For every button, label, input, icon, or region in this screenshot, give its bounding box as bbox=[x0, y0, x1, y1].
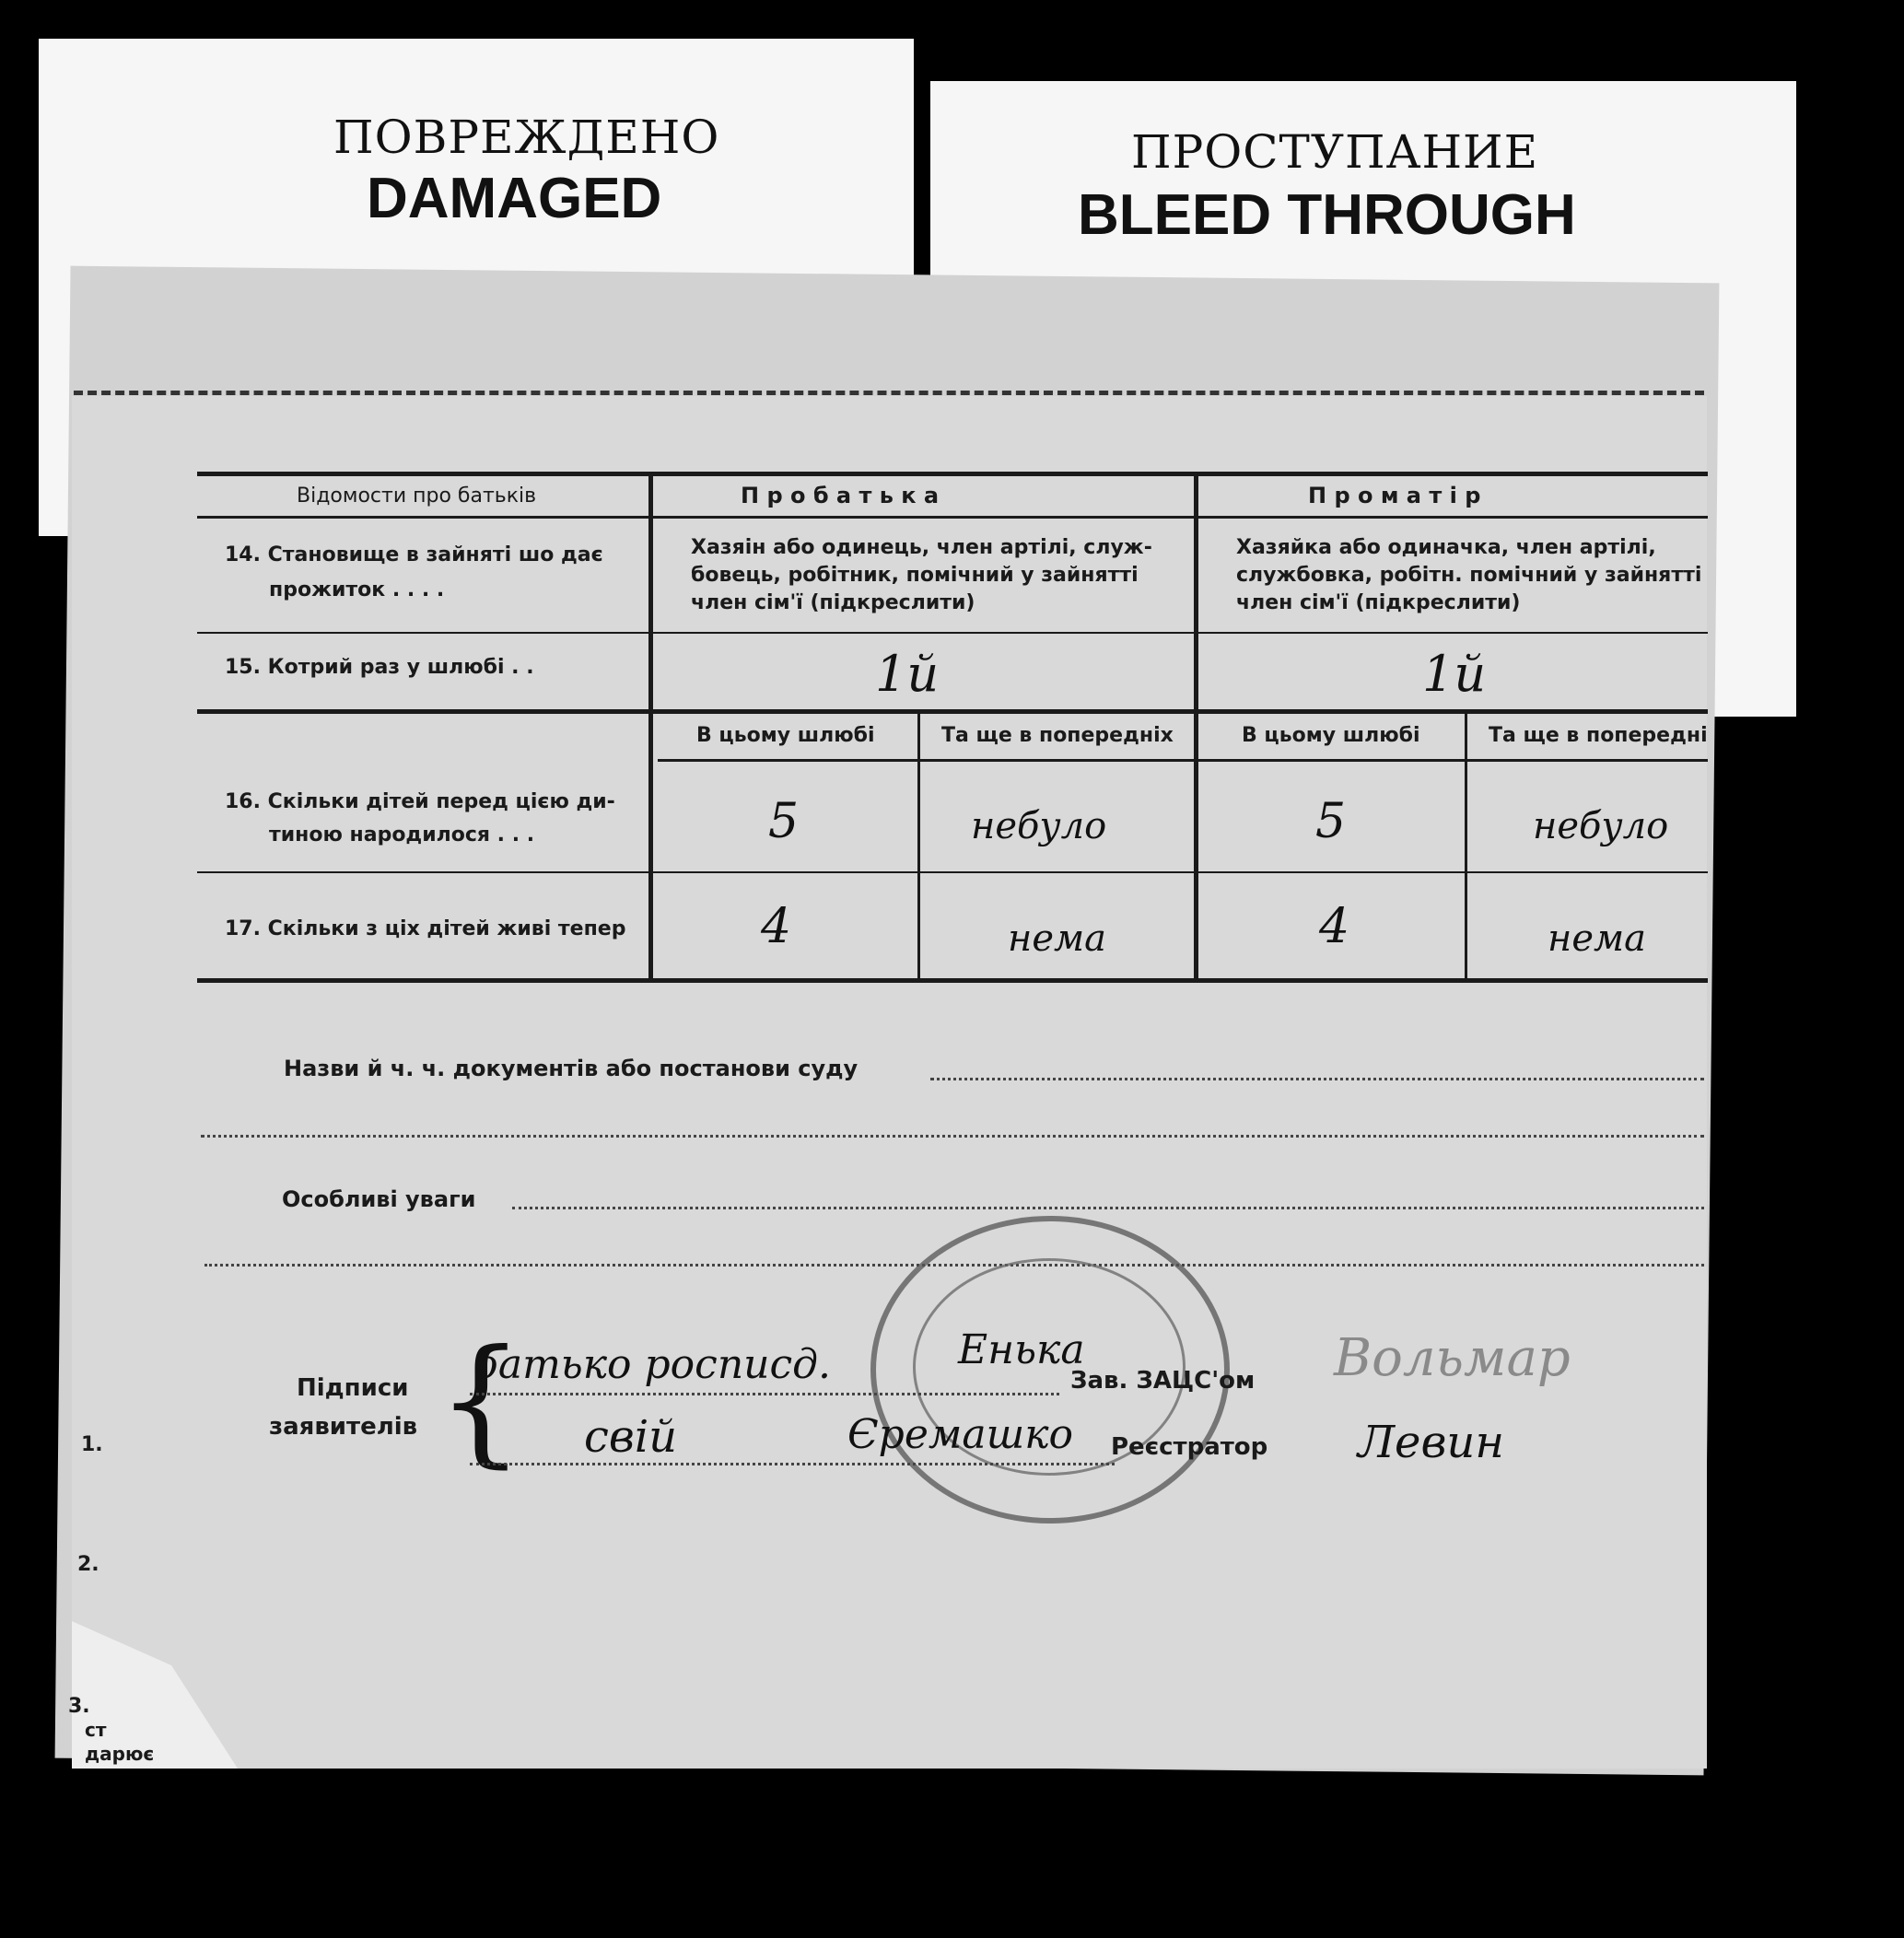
signatures-label-line1: Підписи bbox=[297, 1374, 409, 1402]
row17-mother-this: 4 bbox=[1319, 899, 1350, 954]
col-divider-father bbox=[917, 713, 920, 983]
remarks-label: Особливі уваги bbox=[282, 1186, 476, 1212]
perforation-line bbox=[74, 391, 1704, 395]
row16-father-previous: небуло bbox=[971, 805, 1107, 847]
col-divider-1 bbox=[648, 472, 653, 983]
header-rule bbox=[197, 516, 1708, 519]
signer-number-1: 1. bbox=[81, 1433, 103, 1456]
zags-head-label: Зав. ЗАЦС'ом bbox=[1070, 1367, 1256, 1395]
signatures-label-line2: заявителів bbox=[269, 1413, 418, 1441]
signature-father: Енька bbox=[958, 1326, 1085, 1373]
signature-line-1: батько росписд. bbox=[473, 1341, 832, 1388]
signature-mother: Єремашко bbox=[847, 1411, 1074, 1458]
signature-dotline-2 bbox=[470, 1463, 1115, 1465]
row16-mother-this: 5 bbox=[1315, 794, 1347, 849]
sub-this-marriage-mother: В цьому шлюбі bbox=[1242, 724, 1420, 747]
signer-number-3: 3. bbox=[68, 1695, 90, 1718]
row16-label-line2: тиною народилося . . . bbox=[269, 823, 535, 846]
fragment-text-2: дарює bbox=[85, 1743, 155, 1765]
signer-number-2: 2. bbox=[77, 1553, 99, 1576]
row16-mother-previous: небуло bbox=[1533, 805, 1669, 847]
sub-this-marriage-father: В цьому шлюбі bbox=[696, 724, 875, 747]
row16-label-line1: 16. Скільки дітей перед цією ди- bbox=[225, 790, 615, 813]
signature-dotline-1 bbox=[470, 1393, 1059, 1395]
bleed-label-ru: ПРОСТУПАНИЕ bbox=[1131, 125, 1539, 179]
sub-previous-father: Та ще в попередніх bbox=[941, 724, 1174, 747]
damaged-label-ru: ПОВРЕЖДЕНО bbox=[333, 111, 720, 164]
row17-mother-previous: нема bbox=[1548, 917, 1647, 960]
col-divider-mother bbox=[1465, 713, 1467, 983]
row15-father-value: 1й bbox=[875, 645, 940, 703]
bleed-label-en: BLEED THROUGH bbox=[1078, 183, 1576, 247]
sub-previous-mother: Та ще в попередні bbox=[1489, 724, 1708, 747]
parents-table bbox=[197, 472, 1708, 984]
row17-father-previous: нема bbox=[1008, 917, 1107, 960]
row15-rule bbox=[197, 709, 1708, 714]
fragment-text-1: ст bbox=[85, 1719, 107, 1741]
signature-line-2: свій bbox=[584, 1411, 678, 1463]
row14-label-line1: 14. Становище в зайняті шо дає bbox=[225, 543, 603, 566]
row15-mother-value: 1й bbox=[1422, 645, 1487, 703]
documents-dotline-2 bbox=[201, 1135, 1704, 1138]
header-father: П р о б а т ь к а bbox=[741, 483, 940, 508]
row15-label: 15. Котрий раз у шлюбі . . bbox=[225, 656, 534, 679]
registrar-label: Реєстратор bbox=[1111, 1433, 1268, 1461]
table-bottom-rule bbox=[197, 978, 1708, 983]
documents-label: Назви й ч. ч. документів або постанови суду bbox=[284, 1056, 859, 1081]
row17-label: 17. Скільки з ціх дітей живі тепер bbox=[225, 917, 626, 940]
header-mother: П р о м а т і р bbox=[1308, 483, 1481, 508]
remarks-dotline-1 bbox=[512, 1207, 1704, 1209]
row16-rule bbox=[197, 871, 1708, 873]
row14-mother-options: Хазяйка або одиначка, член артілі, службовка, робітн. помічний у зайнятті член сім'ї (підкреслити) bbox=[1236, 536, 1702, 614]
row14-label-line2: прожиток . . . . bbox=[269, 578, 445, 601]
signature-registrar: Левин bbox=[1358, 1417, 1504, 1468]
header-info: Відомости про батьків bbox=[297, 484, 537, 508]
row16-father-this: 5 bbox=[768, 794, 800, 849]
row17-father-this: 4 bbox=[761, 899, 792, 954]
documents-dotline-1 bbox=[930, 1078, 1704, 1080]
row14-rule bbox=[197, 632, 1708, 634]
signature-head: Вольмар bbox=[1334, 1328, 1571, 1388]
subheader-rule bbox=[658, 759, 1708, 762]
damaged-label-en: DAMAGED bbox=[367, 167, 662, 230]
col-divider-2 bbox=[1194, 472, 1198, 983]
signatures-brace: { bbox=[437, 1321, 525, 1481]
table-top-rule bbox=[197, 472, 1708, 476]
row14-father-options: Хазяін або одинець, член артілі, служ-бовець, робітник, помічний у зайнятті член сім'ї (підкреслити) bbox=[691, 536, 1152, 614]
